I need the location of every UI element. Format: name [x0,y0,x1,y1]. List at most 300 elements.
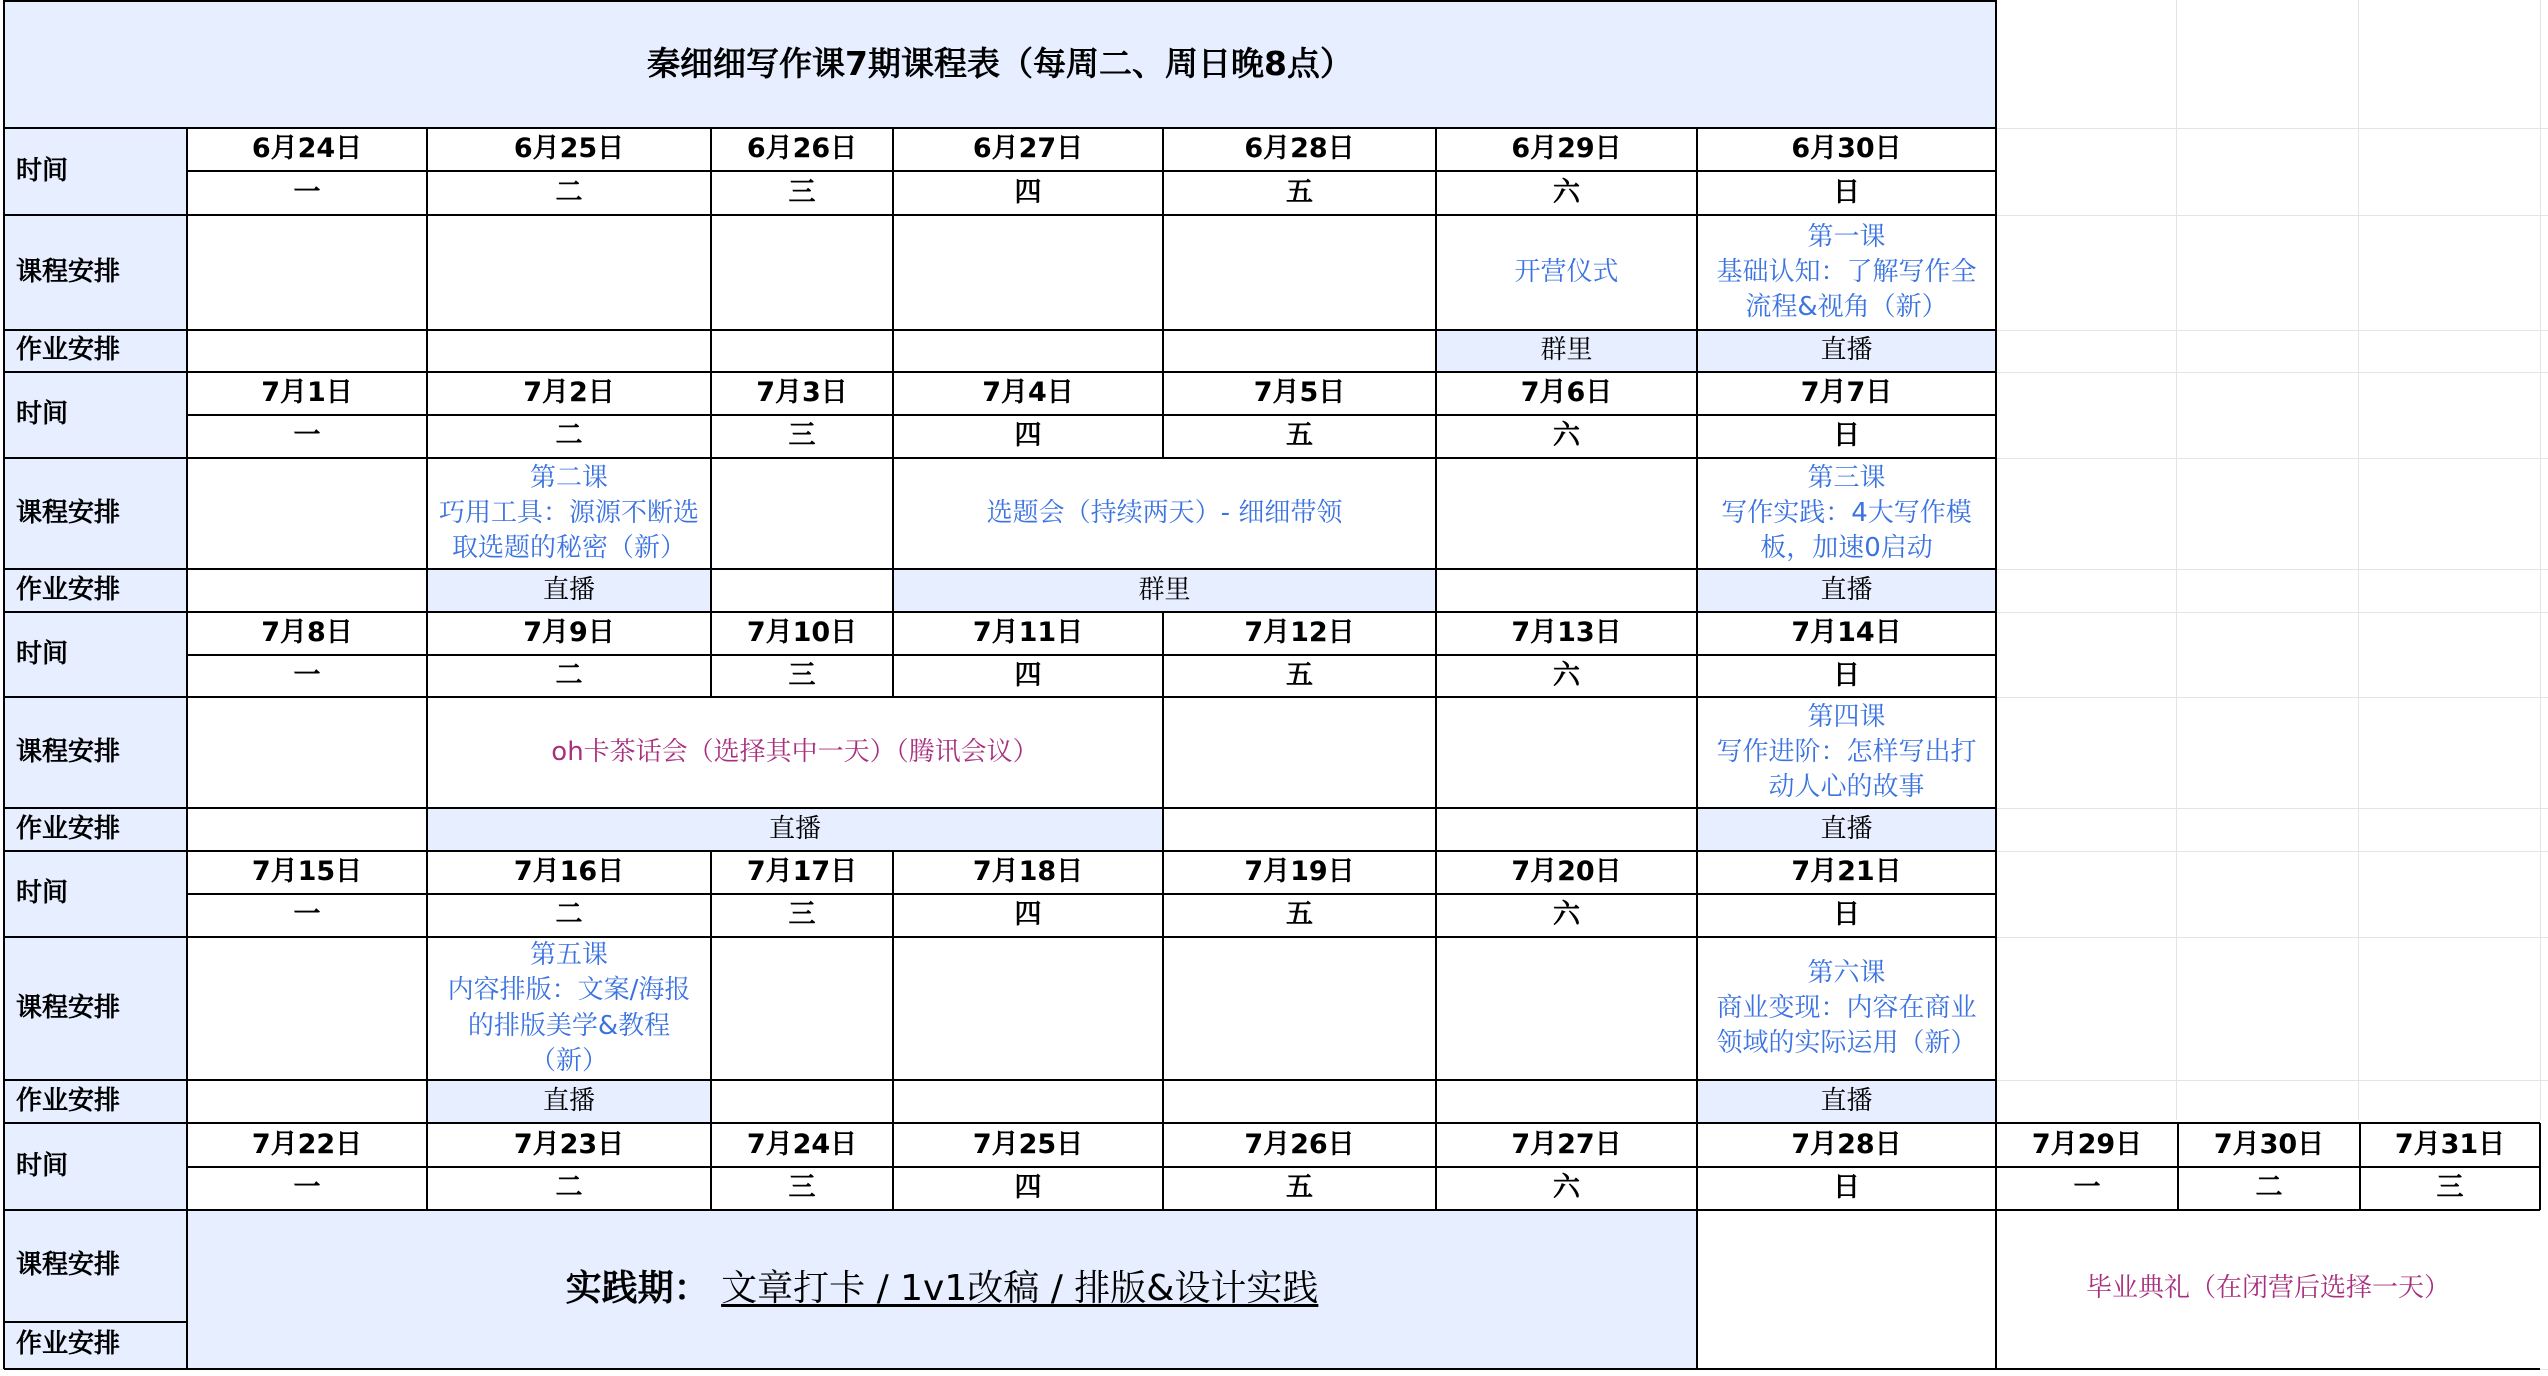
course-lesson-5 [427,937,711,1080]
border-line [1696,1123,1698,1210]
weekday-text: 日 [1833,420,1860,452]
border-line [426,458,428,612]
border-line [1435,458,1437,612]
border-line [710,851,712,937]
border-line [186,1210,188,1369]
course-lesson-1 [1697,215,1996,330]
border-line [1995,612,1997,697]
weekday-text: 一 [293,1172,321,1204]
row-label-homework [4,330,187,372]
date-text: 6月29日 [1511,133,1622,165]
gridline [1996,937,2548,938]
homework-cell [1697,569,1996,612]
date-text: 7月11日 [972,617,1084,649]
row-label-time [4,372,187,458]
weekday-text: 五 [1286,899,1313,931]
date-cell [1436,612,1697,655]
weekday-text: 二 [555,1172,583,1204]
date-text: 7月3日 [756,377,848,409]
weekday-cell [1163,415,1436,458]
date-text: 6月27日 [972,133,1084,165]
row-label-homework-text: 作业安排 [16,335,121,366]
date-text: 7月24日 [746,1128,858,1160]
date-text: 7月13日 [1511,617,1622,649]
weekday-text: 三 [2436,1172,2464,1204]
border-line [426,851,428,937]
practice-period-label: 实践期： [565,1267,710,1309]
date-text: 7月29日 [2031,1128,2143,1160]
date-text: 7月5日 [1253,377,1346,409]
course-line: 写作实践：4大写作模 [1721,497,1972,528]
date-cell [1163,612,1436,655]
course-line: 内容排版：文案/海报 [447,975,691,1006]
border-line [1995,1123,1997,1210]
weekday-text: 四 [1014,1172,1042,1204]
border-line [892,128,894,215]
border-line [710,128,712,215]
course-line: 写作进阶：怎样写出打 [1716,736,1977,767]
date-cell [427,1123,711,1167]
border-line [1995,128,1997,215]
row-label-homework [4,569,187,612]
course-line: 流程&视角（新） [1745,292,1948,323]
date-cell [427,851,711,894]
border-line [4,1368,2540,1370]
row-label-time [4,851,187,937]
border-line [892,215,894,372]
border-line [186,128,188,215]
date-text: 7月18日 [972,856,1084,888]
date-cell [711,851,893,894]
row-label-time-text: 时间 [16,878,69,909]
gridline [2176,0,2177,1120]
weekday-cell [711,1167,893,1210]
border-line [1696,851,1698,937]
graduation-ceremony [1996,1210,2540,1368]
homework-text: 直播 [1820,574,1873,605]
date-cell [187,612,427,655]
border-line [4,1321,187,1323]
graduation-text: 毕业典礼（在闭营后选择一天） [2085,1273,2450,1304]
date-text: 7月26日 [1244,1128,1355,1160]
date-text: 7月27日 [1511,1128,1622,1160]
border-line [1435,128,1437,215]
homework-text: 群里 [1138,574,1191,605]
homework-cell [1697,808,1996,851]
weekday-text: 五 [1286,420,1313,452]
border-line [892,851,894,937]
row-label-homework-text: 作业安排 [16,1329,121,1360]
homework-text: 直播 [542,574,595,605]
date-cell [187,128,427,171]
date-text: 7月1日 [261,377,353,409]
border-line [892,1123,894,1210]
row-label-time-text: 时间 [16,1150,69,1181]
gridline [1996,1080,2548,1081]
border-line [1162,372,1164,458]
practice-period-banner [187,1210,1697,1368]
border-line [186,372,188,458]
gridline [1996,372,2548,373]
gridline [1996,128,2548,129]
weekday-cell [893,171,1163,215]
homework-text: 直播 [542,1085,595,1116]
course-line: 第三课 [1807,462,1886,493]
course-line: 商业变现：内容在商业 [1716,992,1977,1023]
weekday-cell [427,415,711,458]
row-label-homework-text: 作业安排 [16,574,121,605]
date-cell [1436,128,1697,171]
border-line [187,1166,2540,1168]
date-text: 7月30日 [2213,1128,2325,1160]
course-line: 第二课 [529,462,608,493]
weekday-cell [1436,894,1697,937]
weekday-cell [1697,415,1996,458]
homework-text: 群里 [1540,335,1593,366]
course-opening-ceremony [1436,215,1697,330]
homework-cell [1697,1080,1996,1123]
date-cell [1996,1123,2178,1167]
weekday-text: 四 [1014,176,1042,208]
weekday-text: 六 [1553,176,1580,208]
border-line [2177,1123,2179,1210]
date-cell [711,612,893,655]
weekday-cell [2360,1167,2540,1210]
row-label-course-text: 课程安排 [16,992,121,1023]
weekday-text: 五 [1286,659,1313,691]
gridline [1996,215,2548,216]
course-line: 巧用工具：源源不断选 [438,497,699,528]
weekday-cell [187,415,427,458]
weekday-cell [1697,171,1996,215]
row-label-course [4,458,187,569]
weekday-text: 日 [1833,1172,1860,1204]
weekday-cell [711,655,893,697]
border-line [710,1123,712,1210]
weekday-cell [1436,655,1697,697]
practice-period-items: 文章打卡 / 1v1改稿 / 排版&设计实践 [721,1267,1319,1309]
weekday-cell [1436,171,1697,215]
weekday-text: 四 [1014,420,1042,452]
weekday-text: 一 [293,899,321,931]
border-line [186,215,188,372]
date-text: 7月25日 [972,1128,1084,1160]
border-line [1162,128,1164,215]
weekday-text: 日 [1833,176,1860,208]
border-line [186,851,188,937]
weekday-text: 二 [2255,1172,2283,1204]
weekday-cell [187,1167,427,1210]
weekday-text: 五 [1286,1172,1313,1204]
weekday-cell [893,655,1163,697]
homework-cell [1697,330,1996,372]
weekday-text: 二 [555,899,583,931]
border-line [2539,1123,2541,1210]
course-line: 的排版美学&教程 [467,1010,671,1041]
border-line [1435,937,1437,1123]
weekday-cell [893,1167,1163,1210]
weekday-text: 二 [555,659,583,691]
date-text: 6月30日 [1791,133,1902,165]
schedule-title-text: 秦细细写作课7期课程表（每周二、周日晚8点） [647,43,1353,83]
weekday-cell [711,894,893,937]
date-cell [1697,851,1996,894]
row-label-course [4,1210,187,1322]
border-line [892,937,894,1123]
date-text: 7月15日 [251,856,363,888]
weekday-cell [187,655,427,697]
weekday-cell [711,415,893,458]
border-line [186,697,188,851]
date-cell [1163,128,1436,171]
date-cell [893,1123,1163,1167]
border-line [4,0,1996,2]
date-cell [893,128,1163,171]
border-line [186,937,188,1123]
date-text: 7月10日 [746,617,858,649]
weekday-text: 三 [788,1172,816,1204]
weekday-cell [1436,1167,1697,1210]
border-line [1435,1123,1437,1210]
date-text: 6月28日 [1244,133,1355,165]
border-line [426,215,428,372]
border-line [1435,372,1437,458]
date-text: 7月9日 [523,617,615,649]
homework-cell [427,808,1163,851]
row-label-time [4,1123,187,1210]
border-line [187,654,1996,656]
weekday-cell [187,171,427,215]
date-text: 7月17日 [746,856,858,888]
homework-cell [1436,330,1697,372]
date-text: 7月4日 [982,377,1074,409]
border-line [1162,1123,1164,1210]
weekday-cell [1163,655,1436,697]
course-line: 取选题的秘密（新） [451,533,686,564]
date-text: 7月6日 [1520,377,1613,409]
weekday-cell [1697,655,1996,697]
course-topic-meeting [893,458,1436,569]
weekday-cell [1996,1167,2178,1210]
date-cell [427,372,711,415]
date-text: 7月8日 [261,617,353,649]
homework-text: 直播 [768,813,821,844]
weekday-text: 三 [788,420,816,452]
date-text: 7月16日 [513,856,625,888]
date-text: 7月7日 [1800,377,1893,409]
course-text: 开营仪式 [1514,256,1619,287]
gridline [1996,851,2548,852]
border-line [426,372,428,458]
course-lesson-3 [1697,458,1996,569]
date-text: 7月12日 [1244,617,1355,649]
border-line [1696,937,1698,1123]
date-text: 6月26日 [746,133,858,165]
date-text: 7月22日 [251,1128,363,1160]
row-label-time [4,128,187,215]
border-line [1162,937,1164,1123]
date-cell [2178,1123,2360,1167]
border-line [710,458,712,612]
course-line: 动人心的故事 [1768,772,1925,803]
homework-cell [427,1080,711,1123]
date-cell [1436,372,1697,415]
gridline [1996,569,2548,570]
gridline [1996,458,2548,459]
date-cell [1697,612,1996,655]
weekday-text: 六 [1553,420,1580,452]
homework-cell [893,569,1436,612]
row-label-course [4,937,187,1080]
border-line [1162,215,1164,372]
border-line [892,458,894,612]
weekday-cell [1163,1167,1436,1210]
border-line [1435,215,1437,372]
weekday-text: 三 [788,176,816,208]
row-label-course [4,697,187,808]
weekday-cell [893,415,1163,458]
date-cell [893,612,1163,655]
border-line [426,937,428,1123]
date-cell [187,1123,427,1167]
weekday-text: 一 [293,420,321,452]
date-cell [711,372,893,415]
border-line [1696,697,1698,851]
border-line [892,372,894,458]
border-line [426,128,428,215]
weekday-cell [1436,415,1697,458]
date-cell [893,372,1163,415]
border-line [186,458,188,612]
weekday-text: 二 [555,420,583,452]
border-line [1696,458,1698,612]
date-cell [1436,1123,1697,1167]
homework-text: 直播 [1820,813,1873,844]
weekday-cell [427,171,711,215]
border-line [1162,612,1164,697]
weekday-text: 一 [293,659,321,691]
row-label-time-text: 时间 [16,155,69,186]
date-cell [1697,128,1996,171]
course-lesson-2 [427,458,711,569]
weekday-text: 六 [1553,899,1580,931]
date-text: 7月2日 [523,377,615,409]
date-text: 7月21日 [1791,856,1902,888]
weekday-cell [1163,894,1436,937]
date-cell [1163,372,1436,415]
course-line: （新） [529,1045,608,1076]
course-line: 第五课 [529,940,608,971]
homework-text: 直播 [1820,1085,1873,1116]
weekday-text: 日 [1833,659,1860,691]
weekday-cell [1163,171,1436,215]
course-lesson-6 [1697,937,1996,1080]
date-text: 7月20日 [1511,856,1622,888]
weekday-text: 四 [1014,899,1042,931]
date-cell [711,1123,893,1167]
date-cell [1163,1123,1436,1167]
date-cell [187,851,427,894]
weekday-cell [1697,1167,1996,1210]
border-line [426,697,428,851]
border-line [1162,697,1164,851]
border-line [1696,612,1698,697]
date-cell [2360,1123,2540,1167]
weekday-text: 四 [1014,659,1042,691]
date-text: 6月25日 [513,133,625,165]
weekday-text: 六 [1553,1172,1580,1204]
gridline [1996,697,2548,698]
course-oh-card-tea-party [427,697,1163,808]
border-line [186,1123,188,1210]
weekday-text: 二 [555,176,583,208]
border-line [186,612,188,697]
gridline [1996,808,2548,809]
weekday-cell [427,655,711,697]
border-line [1696,128,1698,215]
row-label-homework [4,808,187,851]
gridline [2358,0,2359,1120]
gridline [2540,0,2541,1120]
border-line [1162,851,1164,937]
border-line [1435,851,1437,937]
border-line [4,1122,2540,1124]
border-line [1696,215,1698,372]
border-line [426,1123,428,1210]
date-cell [1697,372,1996,415]
weekday-text: 五 [1286,176,1313,208]
border-line [892,612,894,697]
border-line [1696,1210,1698,1369]
course-line: 第四课 [1807,701,1886,732]
row-label-time-text: 时间 [16,638,69,669]
course-text: 选题会（持续两天）- 细细带领 [986,497,1343,528]
border-line [1995,372,1997,458]
course-line: 基础认知：了解写作全 [1716,256,1977,287]
course-line: 第一课 [1807,221,1886,252]
weekday-text: 三 [788,899,816,931]
border-line [710,372,712,458]
row-label-time [4,612,187,697]
date-text: 6月24日 [251,133,363,165]
course-lesson-4 [1697,697,1996,808]
border-line [1435,697,1437,851]
border-line [187,893,1996,895]
weekday-cell [427,894,711,937]
row-label-course-text: 课程安排 [16,256,121,287]
border-line [710,937,712,1123]
row-label-course-text: 课程安排 [16,1250,121,1281]
border-line [710,215,712,372]
date-cell [427,128,711,171]
border-line [187,170,1996,172]
border-line [1995,1210,1997,1369]
border-line [426,612,428,697]
weekday-text: 一 [2073,1172,2101,1204]
row-label-homework-text: 作业安排 [16,813,121,844]
weekday-cell [1697,894,1996,937]
weekday-cell [893,894,1163,937]
date-cell [1436,851,1697,894]
course-line: 板，加速0启动 [1760,533,1933,564]
border-line [1696,372,1698,458]
border-line [4,1209,2540,1211]
weekday-text: 三 [788,659,816,691]
row-label-course-text: 课程安排 [16,736,121,767]
weekday-text: 一 [293,176,321,208]
weekday-cell [711,171,893,215]
weekday-cell [427,1167,711,1210]
